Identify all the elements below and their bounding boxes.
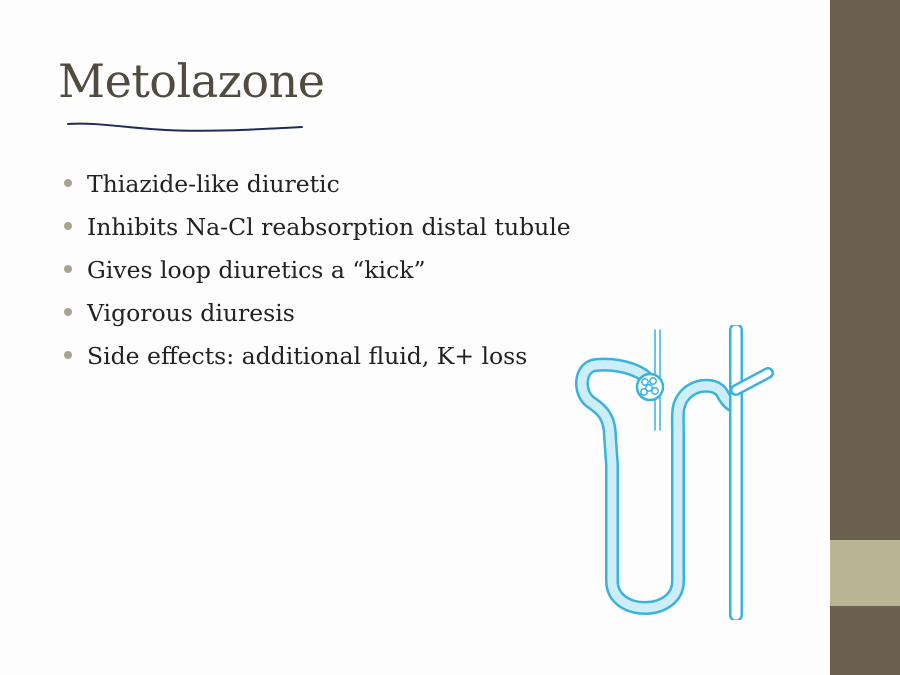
bullet-dot-icon <box>64 179 72 187</box>
bullet-text: Vigorous diuresis <box>87 299 295 327</box>
bullet-dot-icon <box>64 222 72 230</box>
bullet-item <box>64 163 571 206</box>
bullet-text: Gives loop diuretics a “kick” <box>87 256 426 284</box>
slide-title: Metolazone <box>58 54 325 108</box>
bullet-item <box>64 206 571 249</box>
bullet-dot-icon <box>64 351 72 359</box>
bullet-list <box>64 163 571 378</box>
bullet-item <box>64 335 571 378</box>
bullet-text: Inhibits Na-Cl reabsorption distal tubule <box>87 213 571 241</box>
handwritten-underline-icon <box>66 118 306 138</box>
nephron-diagram-icon <box>570 325 780 620</box>
bullet-text: Thiazide-like diuretic <box>87 170 340 198</box>
bullet-item <box>64 249 571 292</box>
bullet-dot-icon <box>64 308 72 316</box>
bullet-dot-icon <box>64 265 72 273</box>
bullet-text: Side effects: additional fluid, K+ loss <box>87 342 528 370</box>
bullet-item <box>64 292 571 335</box>
decorative-side-accent <box>830 540 900 606</box>
